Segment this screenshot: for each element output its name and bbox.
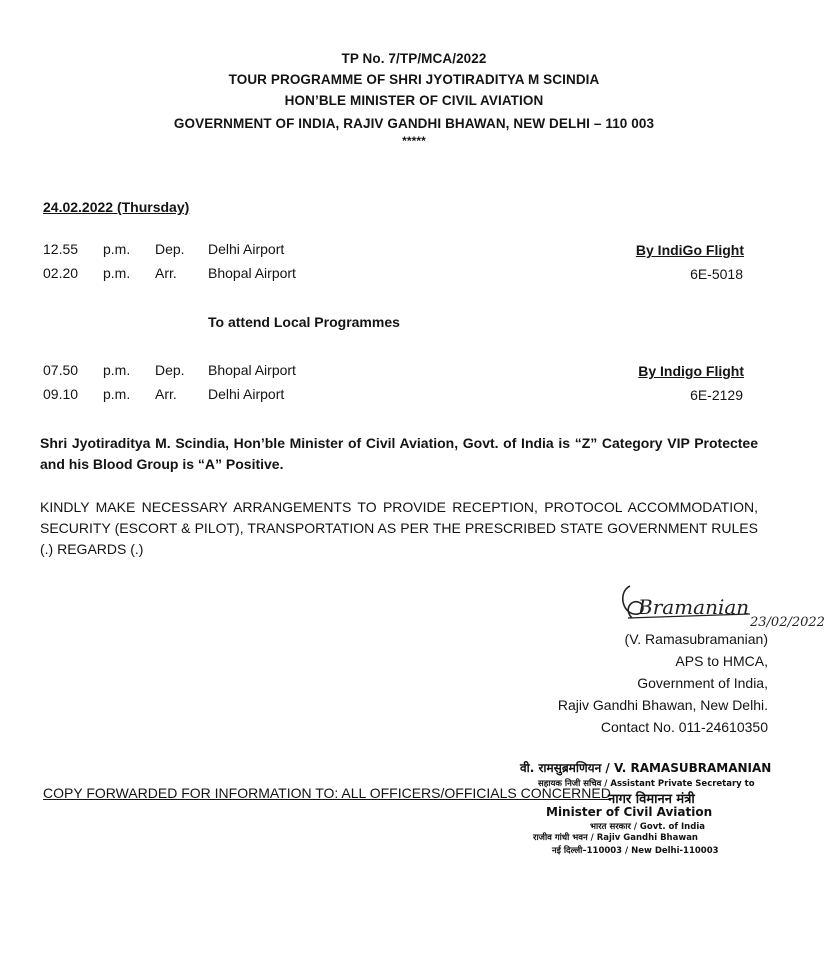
itinerary-place: Bhopal Airport [208, 362, 296, 378]
stamp-bhawan: राजीव गांधी भवन / Rajiv Gandhi Bhawan [533, 833, 698, 843]
itinerary-time: 07.50 [43, 362, 79, 378]
tour-date: 24.02.2022 (Thursday) [43, 199, 190, 215]
header-address: GOVERNMENT OF INDIA, RAJIV GANDHI BHAWAN, NEW DELHI – 110 003 [173, 116, 655, 131]
flight-number: 6E-2129 [690, 387, 743, 403]
flight-carrier: By IndiGo Flight [635, 242, 744, 258]
stamp-govt: भारत सरकार / Govt. of India [590, 822, 705, 832]
header-stars: ***** [402, 134, 426, 148]
itinerary-ampm: p.m. [103, 386, 131, 402]
itinerary-type: Arr. [155, 265, 177, 281]
header-designation: HON’BLE MINISTER OF CIVIL AVIATION [284, 93, 544, 108]
stamp-name: वी. रामसुब्रमणियन / V. RAMASUBRAMANIAN [520, 761, 772, 775]
itinerary-time: 12.55 [43, 241, 79, 257]
itinerary-ampm: p.m. [103, 241, 131, 257]
signatory-address: Rajiv Gandhi Bhawan, New Delhi. [557, 697, 768, 713]
itinerary-time: 02.20 [43, 265, 79, 281]
vip-protectee-note: Shri Jyotiraditya M. Scindia, Hon’ble Minister of Civil Aviation, Govt. of India is “Z” Category VIP Protectee and his Blood Group is “A” Positive. [40, 435, 758, 472]
itinerary-ampm: p.m. [103, 265, 131, 281]
stamp-ministry-hindi: नागर विमानन मंत्री [608, 792, 695, 807]
header-title: TOUR PROGRAMME OF SHRI JYOTIRADITYA M SCINDIA [228, 72, 600, 87]
itinerary-place: Delhi Airport [208, 241, 285, 257]
signature-text: Bramanian [638, 595, 750, 619]
itinerary-time: 09.10 [43, 386, 79, 402]
itinerary-type: Arr. [155, 386, 177, 402]
itinerary-type: Dep. [155, 362, 185, 378]
signature-graphic [600, 578, 828, 634]
itinerary-ampm: p.m. [103, 362, 131, 378]
signatory-contact: Contact No. 011-24610350 [600, 719, 768, 735]
stamp-designation: सहायक निजी सचिव / Assistant Private Secretary to [538, 779, 755, 789]
signatory-designation: APS to HMCA, [675, 653, 768, 669]
flight-carrier: By Indigo Flight [638, 363, 744, 379]
stamp-ministry: Minister of Civil Aviation [546, 805, 713, 819]
stamp-city: नई दिल्ली–110003 / New Delhi-110003 [552, 846, 719, 856]
itinerary-place: Delhi Airport [208, 386, 285, 402]
arrangement-request: KINDLY MAKE NECESSARY ARRANGEMENTS TO PROVIDE RECEPTION, PROTOCOL ACCOMMODATION, SECURITY (ESCORT & PILOT), TRANSPORTATION AS PER THE PRESCRIBED STATE GOVERNMENT RULES (.) REGARDS (.) [40, 499, 758, 557]
signature-date: 23/02/2022 [750, 615, 825, 630]
signatory-organisation: Government of India, [637, 675, 768, 691]
signatory-name: (V. Ramasubramanian) [624, 631, 768, 647]
tp-number: TP No. 7/TP/MCA/2022 [341, 51, 487, 66]
itinerary-type: Dep. [155, 241, 185, 257]
copy-forwarded-line: COPY FORWARDED FOR INFORMATION TO: ALL OFFICERS/OFFICIALS CONCERNED [43, 785, 611, 801]
flight-number: 6E-5018 [690, 266, 743, 282]
itinerary-place: Bhopal Airport [208, 265, 296, 281]
local-programme-note: To attend Local Programmes [208, 314, 400, 330]
signatory-block [558, 628, 768, 738]
